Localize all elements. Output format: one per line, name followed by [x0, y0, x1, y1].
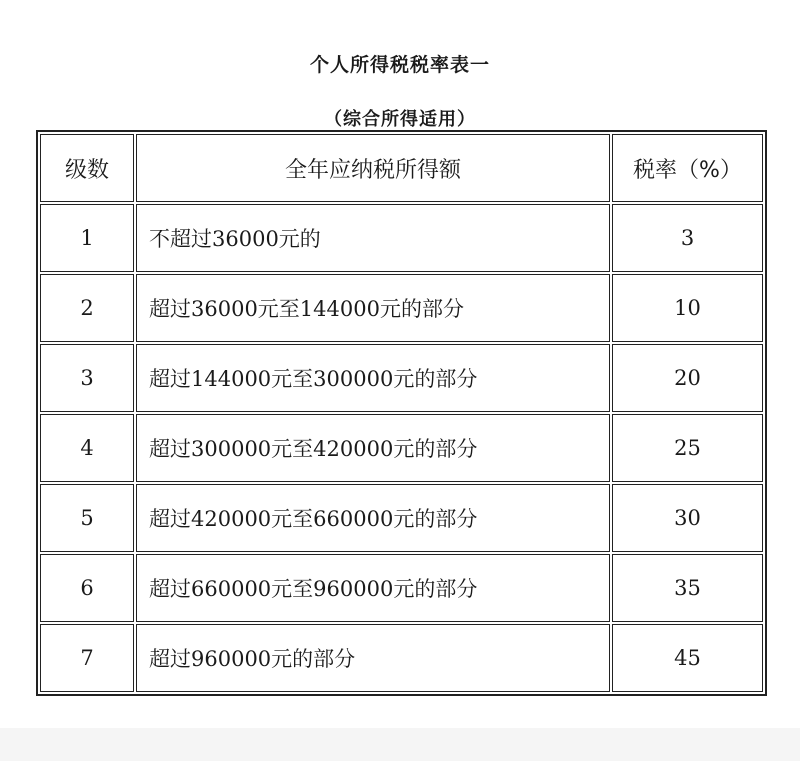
page-footer-shade — [0, 728, 800, 761]
row-level: 1 — [40, 204, 134, 272]
row-tax-rate: 45 — [612, 624, 763, 692]
row-taxable-income: 超过300000元至420000元的部分 — [136, 414, 610, 482]
row-tax-rate: 20 — [612, 344, 763, 412]
table-row — [40, 414, 763, 482]
row-taxable-income: 超过36000元至144000元的部分 — [136, 274, 610, 342]
row-tax-rate: 35 — [612, 554, 763, 622]
table-row — [40, 274, 763, 342]
row-level: 5 — [40, 484, 134, 552]
row-tax-rate: 25 — [612, 414, 763, 482]
table-header-row — [40, 134, 763, 202]
row-taxable-income: 超过660000元至960000元的部分 — [136, 554, 610, 622]
row-tax-rate: 3 — [612, 204, 763, 272]
table-row — [40, 624, 763, 692]
row-level: 4 — [40, 414, 134, 482]
table-row — [40, 204, 763, 272]
row-tax-rate: 30 — [612, 484, 763, 552]
header-tax-rate: 税率（%） — [612, 134, 763, 202]
row-level: 7 — [40, 624, 134, 692]
row-taxable-income: 超过420000元至660000元的部分 — [136, 484, 610, 552]
row-taxable-income: 不超过36000元的 — [136, 204, 610, 272]
table-row — [40, 344, 763, 412]
row-taxable-income: 超过144000元至300000元的部分 — [136, 344, 610, 412]
table-row — [40, 484, 763, 552]
header-taxable-income: 全年应纳税所得额 — [136, 134, 610, 202]
table-row — [40, 554, 763, 622]
row-level: 2 — [40, 274, 134, 342]
row-tax-rate: 10 — [612, 274, 763, 342]
row-level: 6 — [40, 554, 134, 622]
tax-rate-table — [36, 130, 767, 696]
header-level: 级数 — [40, 134, 134, 202]
document-title: 个人所得税税率表一 — [309, 54, 490, 76]
row-taxable-income: 超过960000元的部分 — [136, 624, 610, 692]
row-level: 3 — [40, 344, 134, 412]
document-subtitle: （综合所得适用） — [324, 109, 476, 130]
